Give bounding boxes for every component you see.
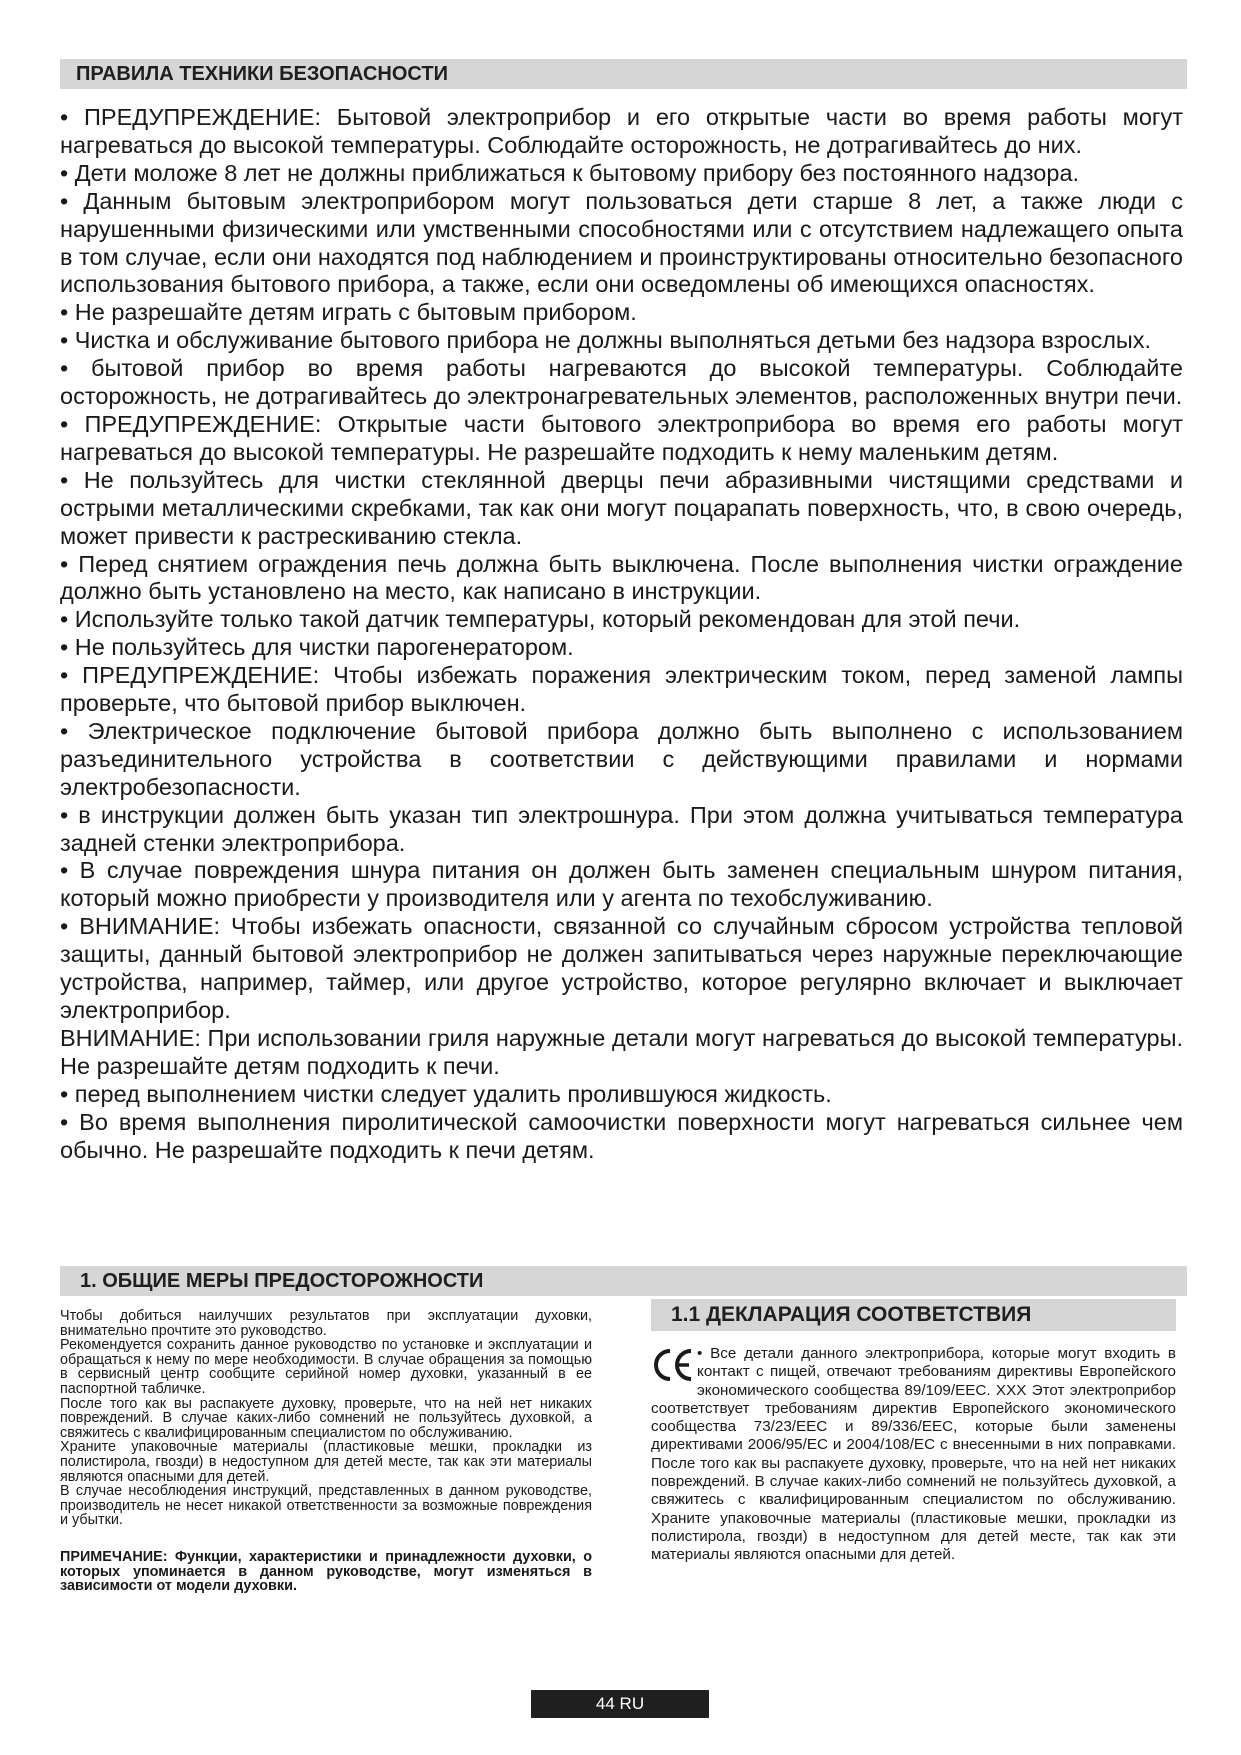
safety-rules-text — [60, 104, 1183, 1164]
safety-paragraph: • ПРЕДУПРЕЖДЕНИЕ: Открытые части бытового электроприбора во время его работы могут нагреваться до высокой температуры. Не разрешайте подходить к нему маленьким детям. — [60, 410, 1183, 465]
safety-paragraph: • в инструкции должен быть указан тип электрошнура. При этом должна учитываться температура задней стенки электроприбора. — [60, 801, 1183, 856]
general-paragraph: Чтобы добиться наилучших результатов при эксплуатации духовки, внимательно прочтите это руководство. — [60, 1308, 592, 1339]
ce-mark-icon — [651, 1347, 693, 1383]
safety-paragraph: • Во время выполнения пиролитической самоочистки поверхности могут нагреваться сильнее чем обычно. Не разрешайте подходить к печи детям. — [60, 1108, 1183, 1163]
safety-paragraph: • бытовой прибор во время работы нагреваются до высокой температуры. Соблюдайте осторожность, не дотрагивайтесь до электронагревательных элементов, расположенных внутри печи. — [60, 355, 1183, 410]
safety-paragraph: • Электрическое подключение бытовой прибора должно быть выполнено с использованием разъединительного устройства в соответствии с действующими правилами и нормами электробезопасности. — [60, 717, 1183, 800]
safety-paragraph: • ПРЕДУПРЕЖДЕНИЕ: Бытовой электроприбор и его открытые части во время работы могут нагреваться до высокой температуры. Соблюдайте осторожность, не дотрагивайтесь до них. — [60, 104, 1183, 158]
general-paragraph: После того как вы распакуете духовку, проверьте, что на ней нет никаких повреждений. В случае каких-либо сомнений не пользуйтесь духовкой, а свяжитесь с квалифицированным специалистом по обслуживанию. — [60, 1395, 592, 1441]
safety-paragraph: • Не разрешайте детям играть с бытовым прибором. — [60, 299, 637, 326]
declaration-section-title: 1.1 ДЕКЛАРАЦИЯ СООТВЕТСТВИЯ — [651, 1299, 1176, 1331]
general-section-title: 1. ОБЩИЕ МЕРЫ ПРЕДОСТОРОЖНОСТИ — [60, 1266, 1187, 1296]
safety-paragraph: • Используйте только такой датчик температуры, который рекомендован для этой печи. — [60, 606, 1021, 633]
safety-paragraph: • Не пользуйтесь для чистки парогенератором. — [60, 634, 574, 661]
general-paragraph: Храните упаковочные материалы (пластиковые мешки, прокладки из полистирола, гвозди) в недоступном для детей месте, так как эти материалы являются опасными для детей. — [60, 1439, 592, 1485]
safety-paragraph: • Дети моложе 8 лет не должны приближаться к бытовому прибору без постоянного надзора. — [60, 159, 1080, 186]
declaration-text: • Все детали данного электроприбора, которые могут входить в контакт с пищей, отвечают требованиям директивы Европейского экономического сообщества 89/109/ЕЕС. XXX Этот электроприбор соответствует требованиям директив Европейского экономического сообщества 73/23/EEC и 89/336/ЕЕС, которые были заменены директивами 2006/95/ЕС и 2004/108/ЕС с внесенными в них поправками. После того как вы распакуете духовку, проверьте, что на ней нет никаких повреждений. В случае каких-либо сомнений не пользуйтесь духовкой, а свяжитесь с квалифицированным специалистом по обслуживанию. Храните упаковочные материалы (пластиковые мешки, прокладки из полистирола, гвозди) в недоступном для детей месте, так как эти материалы являются опасными для детей. — [651, 1345, 1176, 1564]
safety-paragraph: ВНИМАНИЕ: При использовании гриля наружные детали могут нагреваться до высокой температуры. Не разрешайте детям подходить к печи. — [60, 1024, 1183, 1079]
general-note: ПРИМЕЧАНИЕ: Функции, характеристики и принадлежности духовки, о которых упоминается в данном руководстве, могут изменяться в зависимости от модели духовки. — [60, 1548, 592, 1595]
page-number-badge: 44 RU — [531, 1690, 709, 1718]
safety-paragraph: • Перед снятием ограждения печь должна быть выключена. После выполнения чистки ограждение должно быть установлено на место, как написано в инструкции. — [60, 550, 1183, 605]
safety-paragraph: • ПРЕДУПРЕЖДЕНИЕ: Чтобы избежать поражения электрическим током, перед заменой лампы проверьте, что бытовой прибор выключен. — [60, 662, 1183, 717]
safety-section-title: ПРАВИЛА ТЕХНИКИ БЕЗОПАСНОСТИ — [60, 59, 1187, 89]
safety-paragraph: • перед выполнением чистки следует удалить пролившуюся жидкость. — [60, 1080, 832, 1107]
general-paragraph: Рекомендуется сохранить данное руководство по установке и эксплуатации и обращаться к нему по мере необходимости. В случае обращения за помощью в сервисный центр сообщите серийной номер духовки, указанный в ее паспортной табличке. — [60, 1337, 592, 1397]
safety-paragraph: • Не пользуйтесь для чистки стеклянной дверцы печи абразивными чистящими средствами и острыми металлическими скребками, так как они могут поцарапать поверхность, что, в свою очередь, может привести к растрескиванию стекла. — [60, 466, 1183, 549]
general-precautions-text — [60, 1309, 592, 1594]
declaration-text-block — [651, 1345, 1176, 1565]
safety-paragraph: • Чистка и обслуживание бытового прибора не должны выполняться детьми без надзора взрослых. — [60, 327, 1152, 354]
safety-paragraph: • Данным бытовым электроприбором могут пользоваться дети старше 8 лет, а также люди с нарушенными физическими или умственными способностями или с отсутствием надлежащего опыта в том случае, если они находятся под наблюдением и проинструктированы относительно безопасного использования бытового прибора, а также, если они осведомлены об имеющихся опасностях. — [60, 187, 1183, 298]
safety-paragraph: • В случае повреждения шнура питания он должен быть заменен специальным шнуром питания, который можно приобрести у производителя или у агента по техобслуживанию. — [60, 857, 1183, 912]
general-paragraph: В случае несоблюдения инструкций, представленных в данном руководстве, производитель не несет никакой ответственности за возможные повреждения и убытки. — [60, 1483, 592, 1529]
safety-paragraph: • ВНИМАНИЕ: Чтобы избежать опасности, связанной со случайным сбросом устройства тепловой защиты, данный бытовой электроприбор не должен запитываться через наружные переключающие устройства, например, таймер, или другое устройство, которое регулярно включает и выключает электроприбор. — [60, 913, 1183, 1023]
